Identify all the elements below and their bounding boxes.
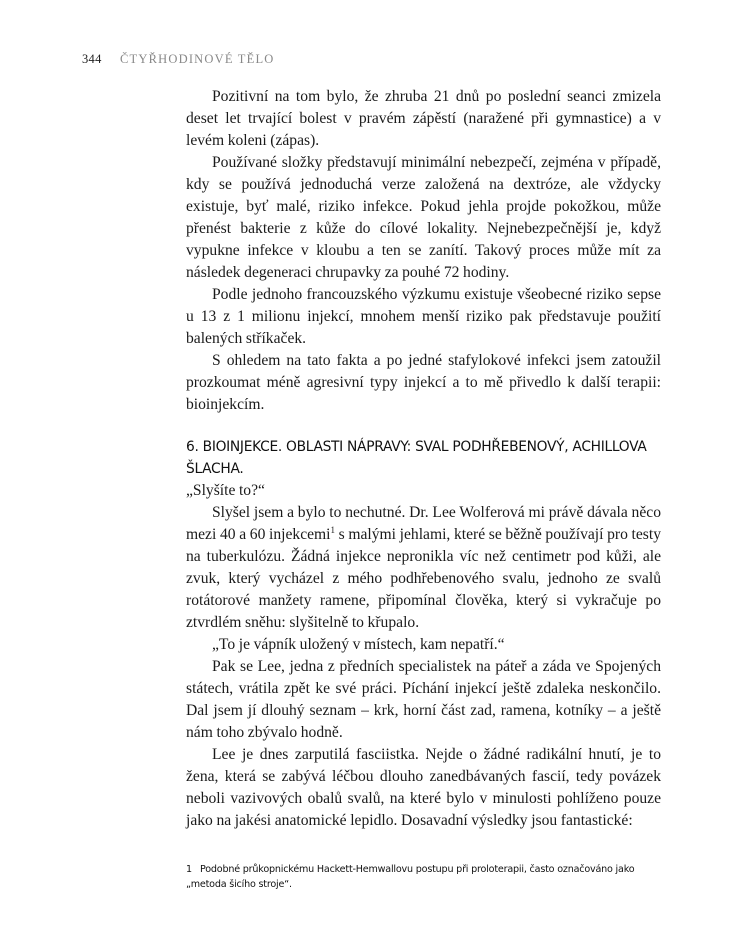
paragraph: Používané složky představují minimální nebezpečí, zejména v případě, kdy se používá jednoduchá verze založená na dextróze, ale vždycky existuje, byť malé, riziko infekce. Pokud jehla projde pokožkou, může přenést bakterie z kůže do cílové lokality. Nejnebezpečnější je, když vypukne infekce v kloubu a ten se zanítí. Takový proces může mít za následek degeneraci chrupavky za pouhé 72 hodiny.	[186, 154, 661, 281]
section-heading: 6. BIOINJEKCE. OBLASTI NÁPRAVY: SVAL PODHŘEBENOVÝ, ACHILLOVA ŠLACHA.	[186, 439, 647, 477]
footnote-text: Podobné průkopnickému Hackett-Hemwallovu postupu při proloterapii, často označováno jako „metoda šicího stroje“.	[186, 864, 635, 890]
paragraph-text: s malými jehlami, které se běžně používají pro testy na tuberkulózu. Žádná injekce nepronikla víc než centimetr pod kůži, ale zvuk, který vycházel z mého podhřebenového svalu, jednoho ze svalů rotátorové manžety ramene, připomínal člověka, který si vykračuje po ztvrdlém sněhu: slyšitelně to křupalo.	[186, 526, 661, 631]
paragraph-text: Slyšel jsem a bylo to nechutné. Dr. Lee Wolferová mi právě dávala něco mezi 40 a 60 injekcemi	[186, 504, 661, 543]
footnote-number: 1	[186, 864, 192, 875]
paragraph: Lee je dnes zarputilá fasciistka. Nejde o žádné radikální hnutí, je to žena, která se zabývá léčbou dlouho zanedbávaných fascií, tedy povázek neboli vazivových obalů svalů, na které bylo v minulosti pohlíženo pouze jako na jakési anatomické lepidlo. Dosavadní výsledky jsou fantastické:	[186, 746, 661, 829]
paragraph: S ohledem na tato fakta a po jedné stafylokové infekci jsem zatoužil prozkoumat méně agresivní typy injekcí a to mě přivedlo k další terapii: bioinjekcím.	[186, 352, 661, 413]
footnote-reference[interactable]: 1	[330, 525, 335, 535]
page-number: 344	[82, 52, 102, 66]
book-title: ČTYŘHODINOVÉ TĚLO	[120, 52, 275, 66]
footnote	[186, 862, 661, 892]
paragraph: „To je vápník uložený v místech, kam nepatří.“	[212, 636, 505, 653]
paragraph: Pak se Lee, jedna z předních specialistek na páteř a záda ve Spojených státech, vrátila zpět ke své práci. Píchání injekcí ještě zdaleka neskončilo. Dal jsem jí dlouhý seznam – krk, horní část zad, ramena, kotníky – a ještě nám toho zbývalo hodně.	[186, 658, 661, 741]
paragraph	[186, 502, 661, 634]
running-head	[82, 52, 275, 67]
paragraph: „Slyšíte to?“	[186, 482, 265, 499]
paragraph: Podle jednoho francouzského výzkumu existuje všeobecné riziko sepse u 13 z 1 milionu injekcí, mnohem menší riziko pak představuje použití balených stříkaček.	[186, 286, 661, 347]
page-content	[186, 86, 661, 892]
paragraph: Pozitivní na tom bylo, že zhruba 21 dnů po poslední seanci zmizela deset let trvající bolest v pravém zápěstí (naražené při gymnastice) a v levém koleni (zápas).	[186, 88, 661, 149]
body-text	[186, 86, 661, 832]
